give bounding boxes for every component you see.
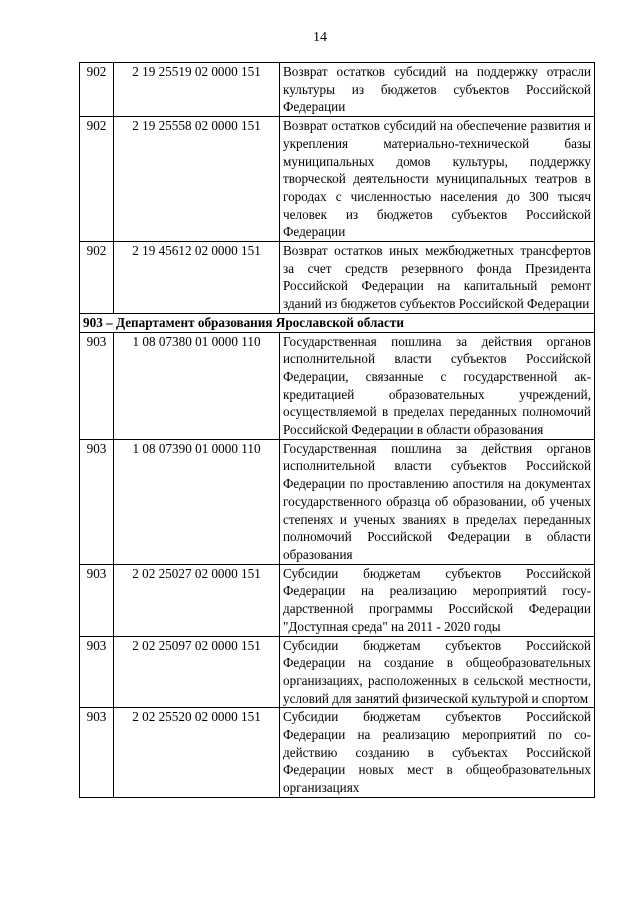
- description-cell: Возврат остатков иных межбюджетных трансфертов за счет средств резервного фонда Президента Российской Федерации на капитальный ремонт зданий из бюджетов субъектов Российской Федерации: [280, 242, 595, 314]
- admin-code-cell: 902: [80, 242, 114, 314]
- table-row: [80, 332, 595, 439]
- description-cell: Государственная пошлина за действия органов исполнительной власти субъектов Российской Федерации, связанные с государственной аккредитацией образовательных учреждений, осуществляемой в пределах переданных полномочий Российской Федерации в области образования: [280, 332, 595, 439]
- description-cell: Субсидии бюджетам субъектов Российской Федерации на реализацию мероприятий по содействию созданию в субъектах Российской Федерации новых мест в общеобразовательных организациях: [280, 708, 595, 798]
- admin-code-cell: 902: [80, 117, 114, 242]
- budget-code-cell: 2 19 45612 02 0000 151: [114, 242, 280, 314]
- description-cell: Возврат остатков субсидий на поддержку отрасли культуры из бюджетов субъектов Российской Федерации: [280, 63, 595, 117]
- table-row: [80, 564, 595, 636]
- budget-code-cell: 2 19 25558 02 0000 151: [114, 117, 280, 242]
- budget-code-cell: 2 02 25097 02 0000 151: [114, 636, 280, 708]
- budget-code-cell: 2 02 25027 02 0000 151: [114, 564, 280, 636]
- table-row: [80, 63, 595, 117]
- description-cell: Возврат остатков субсидий на обеспечение развития и укрепления материально-технической базы муниципальных домов культуры, поддержку творческой деятельности муниципальных театров в городах с численностью населения до 300 тысяч человек из бюджетов субъектов Российской Федерации: [280, 117, 595, 242]
- admin-code-cell: 903: [80, 332, 114, 439]
- budget-classification-table: [79, 62, 595, 798]
- table-row: [80, 708, 595, 798]
- admin-code-cell: 903: [80, 636, 114, 708]
- section-title: 903 – Департамент образования Ярославской области: [80, 313, 595, 332]
- description-cell: Государственная пошлина за действия органов исполнительной власти субъектов Российской Федерации по проставлению апостиля на документах государственного образца об образовании, об ученых степенях и ученых званиях в пределах переданных полномочий Российской Федерации в области образования: [280, 439, 595, 564]
- table-row: [80, 117, 595, 242]
- admin-code-cell: 903: [80, 708, 114, 798]
- admin-code-cell: 903: [80, 439, 114, 564]
- admin-code-cell: 902: [80, 63, 114, 117]
- table-row: [80, 636, 595, 708]
- description-cell: Субсидии бюджетам субъектов Российской Федерации на реализацию мероприятий государственной программы Российской Федерации "Доступная среда" на 2011 - 2020 годы: [280, 564, 595, 636]
- description-cell: Субсидии бюджетам субъектов Российской Федерации на создание в общеобразовательных организациях, расположенных в сельской местности, условий для занятий физической культурой и спортом: [280, 636, 595, 708]
- section-header-row: [80, 313, 595, 332]
- page-number: 14: [313, 30, 327, 45]
- budget-code-cell: 1 08 07380 01 0000 110: [114, 332, 280, 439]
- table-row: [80, 242, 595, 314]
- budget-code-cell: 2 19 25519 02 0000 151: [114, 63, 280, 117]
- budget-code-cell: 2 02 25520 02 0000 151: [114, 708, 280, 798]
- table-row: [80, 439, 595, 564]
- budget-code-cell: 1 08 07390 01 0000 110: [114, 439, 280, 564]
- admin-code-cell: 903: [80, 564, 114, 636]
